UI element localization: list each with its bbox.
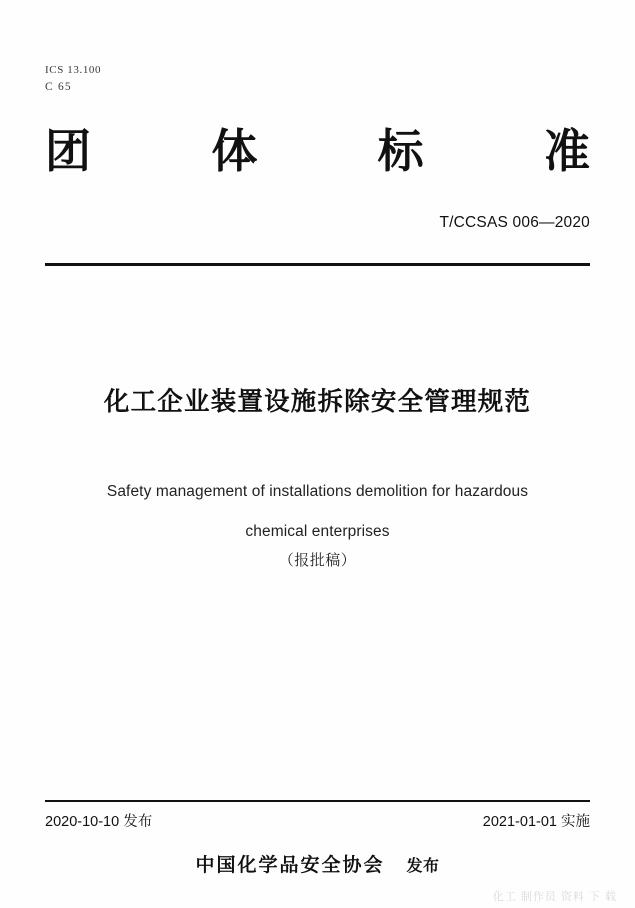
banner-char-2: 体 (211, 125, 258, 177)
footer-divider (45, 800, 590, 802)
document-title-english-line-2: chemical enterprises (245, 522, 390, 540)
banner-char-1: 团 (45, 125, 91, 177)
banner-char-3: 标 (377, 125, 424, 177)
date-row (45, 810, 590, 831)
draft-status-note: （报批稿） (278, 552, 357, 569)
document-title-english-line-1: Safety management of installations demolition for hazardous (106, 483, 529, 500)
watermark-text: 化工 制作员 资料 下 载 (492, 891, 617, 903)
effective-date: 2021-01-01 实施 (482, 814, 590, 830)
standard-number: T/CCSAS 006—2020 (439, 214, 590, 231)
document-title-chinese: 化工企业装置设施拆除安全管理规范 (103, 388, 532, 416)
classification-code: C 65 (45, 81, 72, 94)
issuer-name: 中国化学品安全协会 (195, 855, 385, 876)
ics-code: ICS 13.100 (45, 64, 102, 76)
issuer-row (0, 850, 635, 877)
banner-char-4: 准 (543, 125, 590, 177)
standard-meta-block (45, 62, 101, 97)
issue-date: 2020-10-10 发布 (45, 814, 153, 830)
issuer-action: 发布 (406, 858, 440, 875)
document-title-english (0, 472, 635, 551)
banner-title (45, 126, 590, 177)
header-divider (45, 263, 590, 266)
